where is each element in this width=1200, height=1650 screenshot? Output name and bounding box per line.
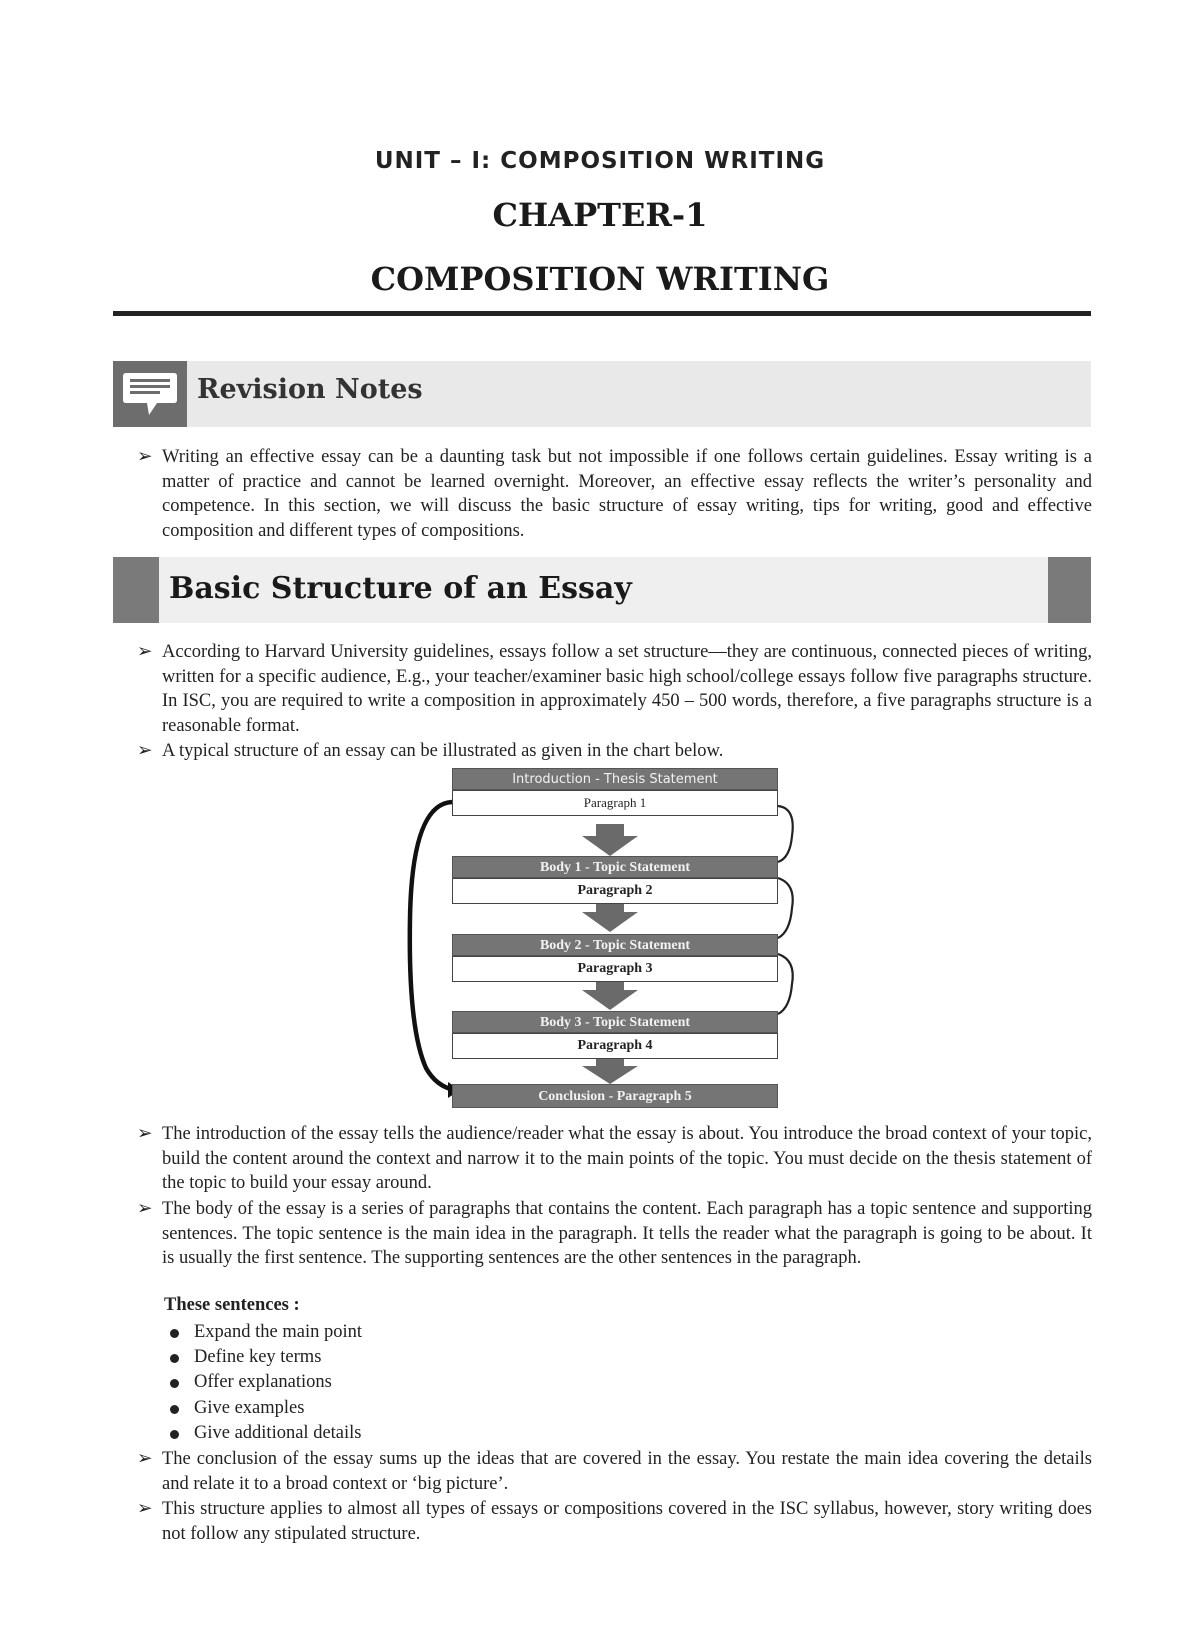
body3-topic-header: Body 3 - Topic Statement <box>452 1011 778 1033</box>
intro-paragraph-box: Paragraph 1 <box>452 790 778 816</box>
header-left-tab <box>113 557 159 623</box>
arrowhead-bullet-icon: ➢ <box>137 1124 153 1144</box>
body1-topic-header: Body 1 - Topic Statement <box>452 856 778 878</box>
body2-paragraph-box: Paragraph 3 <box>452 956 778 982</box>
revision-notes-label: Revision Notes <box>197 374 423 405</box>
bullet-dot-icon <box>170 1379 179 1388</box>
conclusion-box: Conclusion - Paragraph 5 <box>452 1084 778 1108</box>
body3-paragraph-box: Paragraph 4 <box>452 1033 778 1059</box>
introduction-explanation: ➢ The introduction of the essay tells the audience/reader what the essay is about. You introduce the broad context of your topic, build the content around the context and narrow it to the main points of the topic. You must decide on the thesis statement of the topic to build your essay around. <box>137 1124 1092 1194</box>
revision-notes-icon-box <box>113 361 187 427</box>
arrowhead-bullet-icon: ➢ <box>137 447 153 467</box>
body1-paragraph-box: Paragraph 2 <box>452 878 778 904</box>
list-item: Define key terms <box>170 1345 362 1370</box>
applicability-note: ➢ This structure applies to almost all types of essays or compositions covered in the ISC syllabus, however, story writing does not follow any stipulated structure. <box>137 1499 1092 1544</box>
list-item: Offer explanations <box>170 1370 362 1395</box>
body-explanation: ➢ The body of the essay is a series of paragraphs that contains the content. Each paragraph has a topic sentence and supporting sentences. The topic sentence is the main idea in the paragraph. It tells the reader what the paragraph is going to be about. It is usually the first sentence. The supporting sentences are the other sentences in the paragraph. <box>137 1199 1092 1269</box>
chapter-number: CHAPTER-1 <box>492 196 708 234</box>
bullet-dot-icon <box>170 1354 179 1363</box>
essay-structure-diagram <box>400 768 820 1108</box>
list-item: Expand the main point <box>170 1320 362 1345</box>
arrowhead-bullet-icon: ➢ <box>137 741 153 761</box>
unit-title: UNIT – I: COMPOSITION WRITING <box>374 148 826 174</box>
chart-intro-paragraph: ➢ A typical structure of an essay can be illustrated as given in the chart below. <box>137 739 1092 764</box>
bullet-dot-icon <box>170 1405 179 1414</box>
sentence-functions-list <box>170 1320 362 1446</box>
intro-thesis-header: Introduction - Thesis Statement <box>452 768 778 790</box>
speech-bubble-icon <box>121 369 179 419</box>
bullet-dot-icon <box>170 1329 179 1338</box>
conclusion-explanation: ➢ The conclusion of the essay sums up the ideas that are covered in the essay. You restate the main idea covering the details and relate it to a broad context or ‘big picture’. <box>137 1449 1092 1494</box>
arrowhead-bullet-icon: ➢ <box>137 1449 153 1469</box>
arrowhead-bullet-icon: ➢ <box>137 1199 153 1219</box>
list-item: Give additional details <box>170 1421 362 1446</box>
list-item: Give examples <box>170 1396 362 1421</box>
arrowhead-bullet-icon: ➢ <box>137 642 153 662</box>
revision-notes-paragraph: ➢ Writing an effective essay can be a daunting task but not impossible if one follows certain guidelines. Essay writing is a matter of practice and cannot be learned overnight. Moreover, an effective essay reflects the writer’s personality and competence. In this section, we will discuss the basic structure of essay writing, tips for writing, good and effective composition and different types of compositions. <box>137 447 1092 541</box>
body2-topic-header: Body 2 - Topic Statement <box>452 934 778 956</box>
chapter-title: COMPOSITION WRITING <box>370 260 830 298</box>
basic-structure-label: Basic Structure of an Essay <box>169 571 632 606</box>
bullet-dot-icon <box>170 1430 179 1439</box>
these-sentences-heading: These sentences : <box>164 1295 300 1315</box>
harvard-guidelines-paragraph: ➢ According to Harvard University guidelines, essays follow a set structure—they are continuous, connected pieces of writing, written for a specific audience, E.g., your teacher/examiner basic high school/college essays follow five paragraphs structure. In ISC, you are required to write a composition in approximately 450 – 500 words, therefore, a five paragraphs structure is a reasonable format. <box>137 642 1092 736</box>
header-right-tab <box>1048 557 1091 623</box>
title-divider <box>113 311 1091 316</box>
arrowhead-bullet-icon: ➢ <box>137 1499 153 1519</box>
